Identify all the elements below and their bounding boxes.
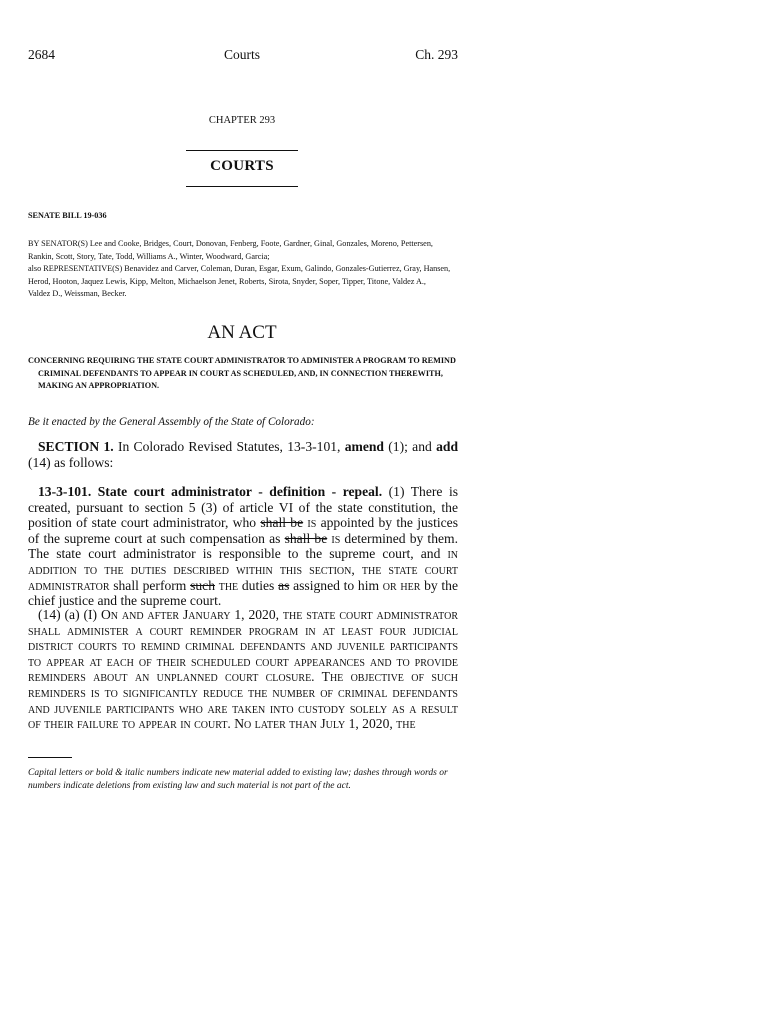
deleted-text: such [190,577,216,593]
inserted-text: is [327,530,341,546]
statute-paragraph-1: 13-3-101. State court administrator - definition - repeal. (1) There is created, pursuant to section 5 (3) of article VI of the state constitution, the position of state court administrator, who shall be is appointed by the justices of the supreme court at such compensation as shall be is determined by them. The state court administrator is responsible to the supreme court, and in addition to the duties described within this section, the state court administrator shall perform such the duties as assigned to him or her by the chief justice and the supreme court. [28,484,459,609]
footnote: Capital letters or bold & italic numbers indicate new material added to existing law; dashes through words or numbers indicate deletions from existing law and such material is not part of the act. [28,768,448,791]
sponsor-line: Valdez D., Weissman, Becker. [28,289,127,299]
act-heading: AN ACT [207,322,277,343]
statute-heading: State court administrator - definition - repeal. [91,484,383,499]
inserted-text: or her [382,577,421,593]
deleted-text: as [278,577,290,593]
title-rule-bottom [186,186,298,187]
statute-number: 13-3-101. [38,484,92,499]
bill-number: SENATE BILL 19-036 [28,211,107,220]
act-title: CONCERNING REQUIRING THE STATE COURT ADMINISTRATOR TO ADMINISTER A PROGRAM TO REMIND CRIMINAL DEFENDANTS TO APPEAR IN COURT AS SCHEDULED, AND, IN CONNECTION THEREWITH, MAKING AN APPROPRIATION. [28,356,456,390]
deleted-text: shall be [260,515,304,531]
sponsor-line: BY SENATOR(S) Lee and Cooke, Bridges, Court, Donovan, Fenberg, Foote, Gardner, Ginal, Gonzales, Moreno, Pettersen, [28,239,433,248]
running-header-chapter: Ch. 293 [415,47,458,62]
chapter-title: COURTS [210,158,274,174]
running-header-section: Courts [223,47,260,62]
enacting-clause: Be it enacted by the General Assembly of the State of Colorado: [28,416,315,428]
inserted-text: the [215,577,239,593]
inserted-text: On and after January 1, 2020, the state court administrator shall administer a court reminder program in at least four judicial district courts to remind criminal defendants and juvenile participants to appear at each of their scheduled court appearances and to provide reminders about an unplanned court closure. The objective of such reminders is to significantly reduce the number of criminal defendants and juvenile participants who are taken into custody solely as a result of their failure to appear in court. No later than July 1, 2020, the [28,607,458,732]
sponsor-line: Herod, Hooton, Jaquez Lewis, Kipp, Melton, Michaelson Jenet, Roberts, Sirota, Snyder, Soper, Tipper, Titone, Valdez A., [28,276,426,286]
footnote-rule [28,757,72,758]
sponsor-line: also REPRESENTATIVE(S) Benavidez and Carver, Coleman, Duran, Esgar, Exum, Galindo, Gonzales-Gutierrez, Gray, Hansen, [28,264,451,274]
page-number: 2684 [28,47,55,62]
deleted-text: shall be [284,530,328,546]
sponsor-line: Rankin, Scott, Story, Tate, Todd, Williams A., Winter, Woodward, Garcia; [28,251,270,261]
sponsors [28,238,468,301]
inserted-text: is [303,515,317,531]
chapter-label: CHAPTER 293 [208,115,276,126]
section-1-heading: SECTION 1. [38,439,114,454]
section-1-paragraph: SECTION 1. In Colorado Revised Statutes, 13-3-101, amend (1); and add (14) as follows: [28,439,459,470]
inserted-text: in addition to the duties described within this section, the state court administrator [28,546,458,593]
subsection-14-paragraph [28,607,458,732]
title-rule-top [186,150,298,151]
subsection-label: (14) (a) (I) [38,607,101,622]
